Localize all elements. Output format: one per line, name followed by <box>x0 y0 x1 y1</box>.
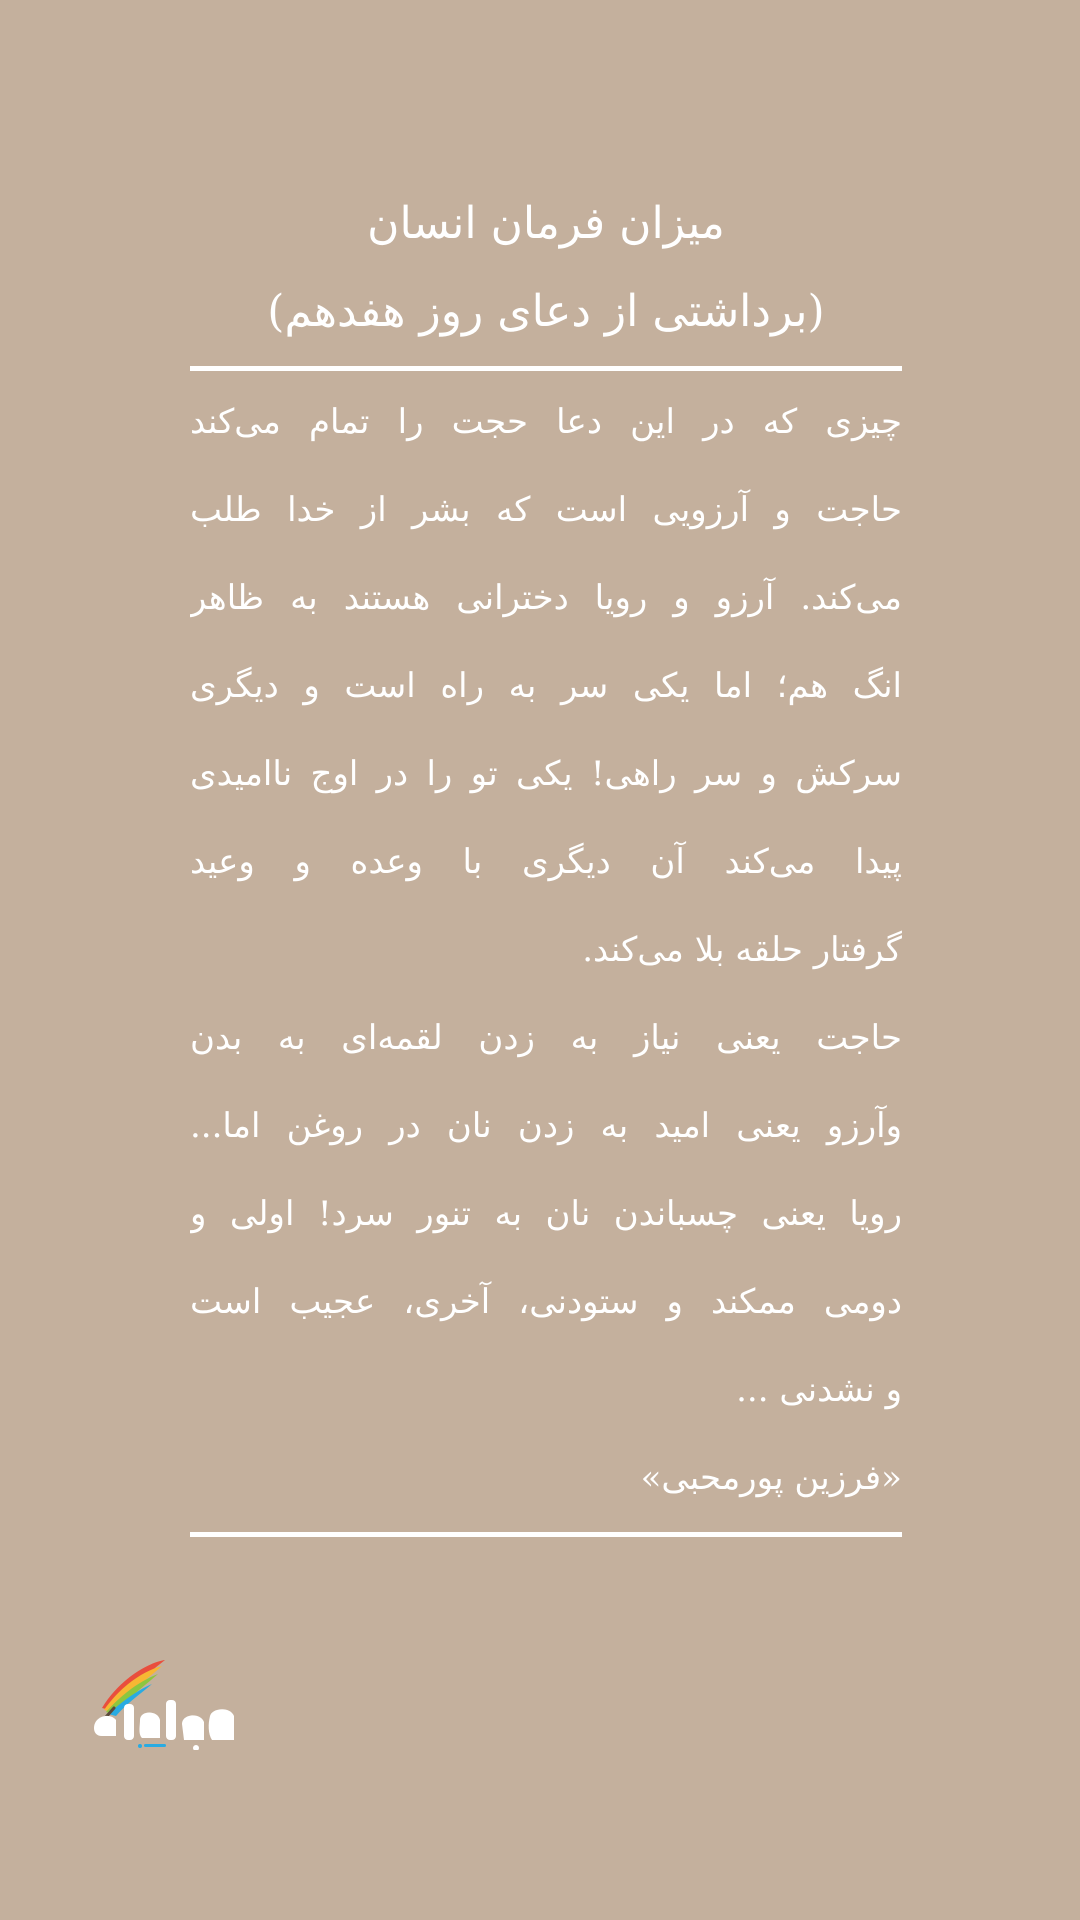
top-divider <box>190 366 902 371</box>
brand-logo <box>80 1640 260 1750</box>
author-signature: «فرزین پورمحبی» <box>640 1458 902 1498</box>
paragraph-line: پیدا می‌کند آن دیگری با وعده و وعید <box>190 842 902 882</box>
page-title <box>190 180 902 356</box>
paragraph-line: انگ هم؛ اما یکی سر به راه است و دیگری <box>190 666 902 706</box>
paragraph-line: حاجت و آرزویی است که بشر از خدا طلب <box>190 490 902 530</box>
paragraph-line: حاجت یعنی نیاز به زدن لقمه‌ای به بدن <box>190 1018 902 1058</box>
paragraph-line: سرکش و سر راهی! یکی تو را در اوج ناامیدی <box>190 754 902 794</box>
paragraph-line: گرفتار حلقه بلا می‌کند. <box>582 930 902 970</box>
paragraph-2 <box>190 1010 902 1450</box>
bottom-divider <box>190 1532 902 1537</box>
paragraph-line: دومی ممکند و ستودنی، آخری، عجیب است <box>190 1282 902 1322</box>
paragraph-line: و نشدنی ... <box>736 1370 902 1410</box>
body-text <box>190 394 902 1538</box>
paragraph-1 <box>190 394 902 1010</box>
title-line-2: (برداشتی از دعای روز هفدهم) <box>267 286 825 337</box>
paragraph-line: می‌کند. آرزو و رویا دخترانی هستند به ظاهر <box>190 578 902 618</box>
paragraph-line: چیزی که در این دعا حجت را تمام می‌کند <box>190 402 902 442</box>
paragraph-line: رویا یعنی چسباندن نان به تنور سرد! اولی و <box>190 1194 902 1234</box>
feather-pen-logo-icon <box>80 1640 260 1750</box>
title-line-1: میزان فرمان انسان <box>367 198 725 249</box>
paragraph-line: وآرزو یعنی امید به زدن نان در روغن اما... <box>190 1106 902 1146</box>
